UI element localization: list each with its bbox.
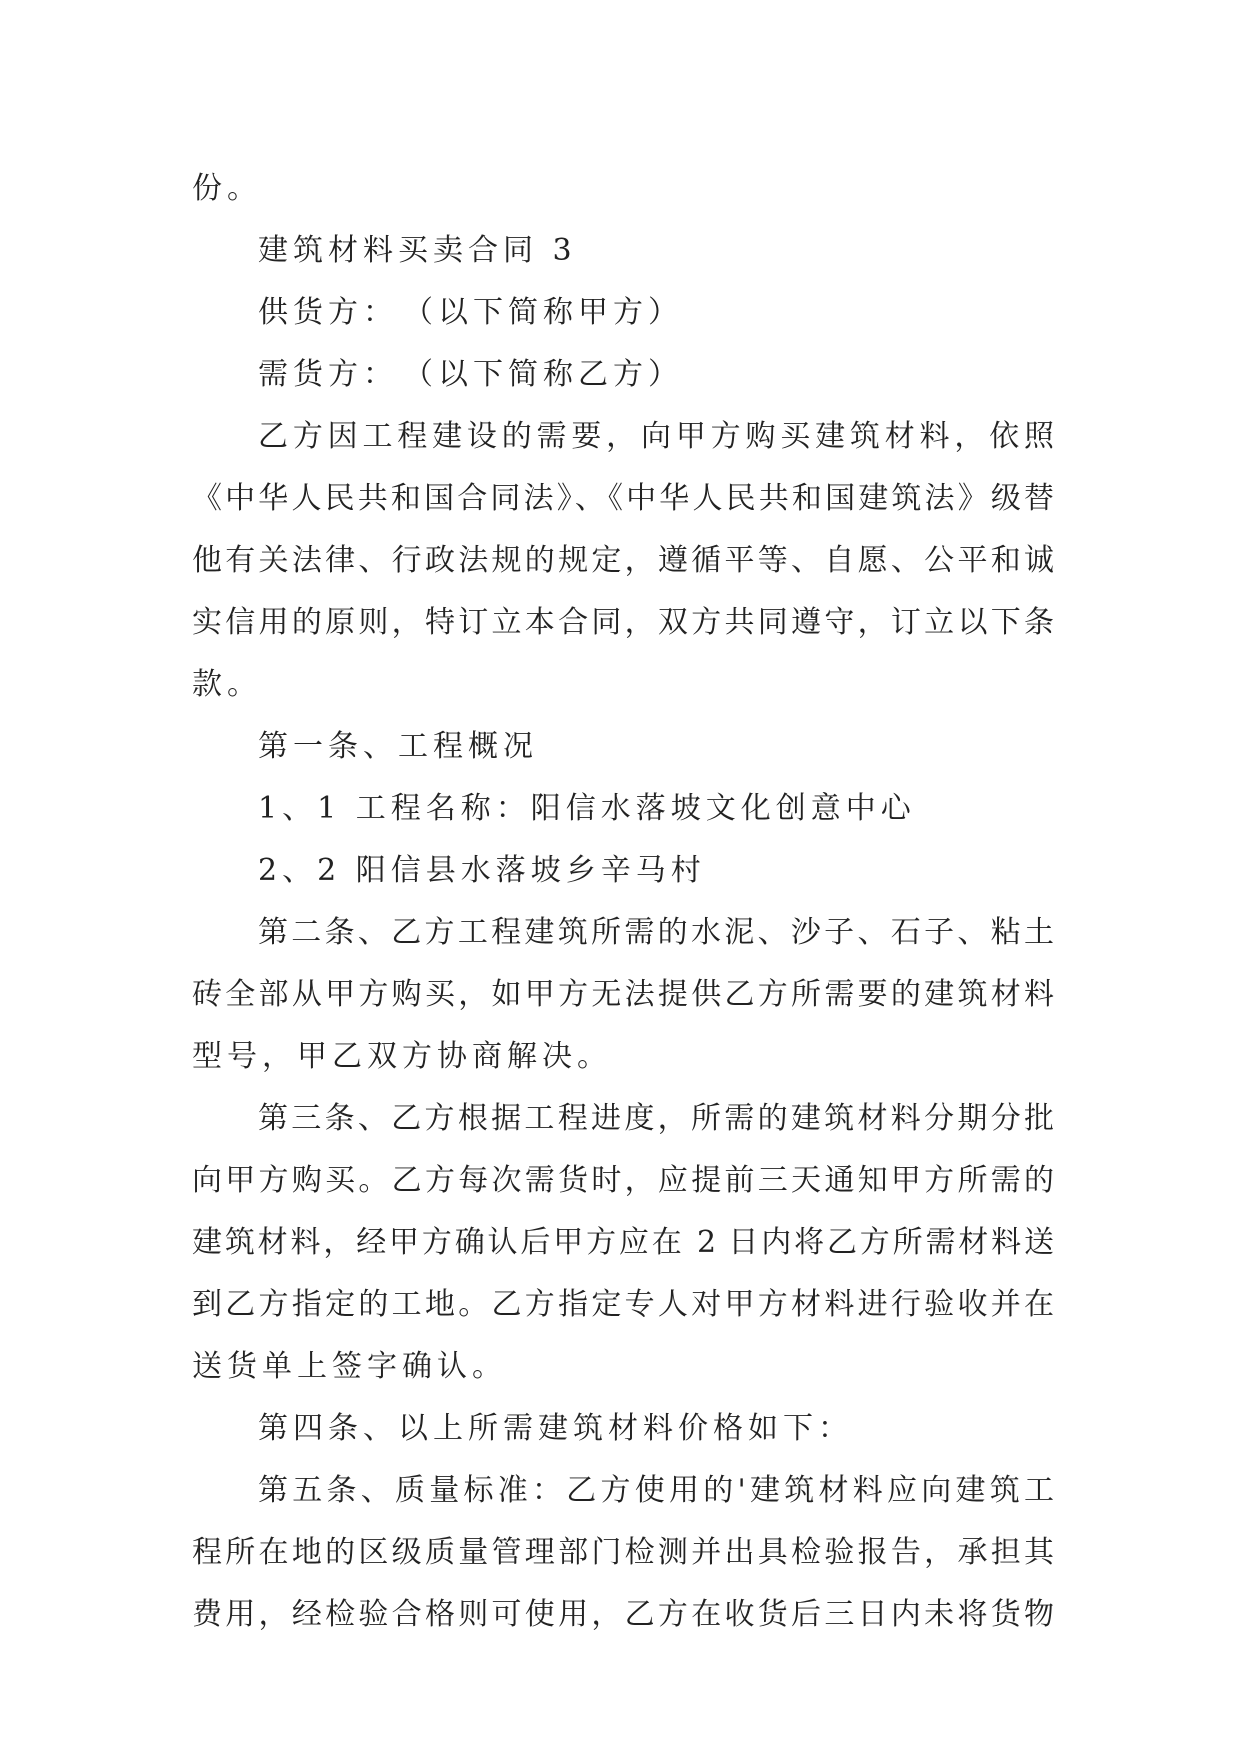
paragraph-line: 砖全部从甲方购买，如甲方无法提供乙方所需要的建筑材料 [192, 977, 1054, 1012]
paragraph-line: 2、2 阳信县水落坡乡辛马村 [258, 853, 706, 888]
paragraph-line: 第三条、乙方根据工程进度，所需的建筑材料分期分批 [258, 1101, 1054, 1136]
paragraph-line: 《中华人民共和国合同法》、《中华人民共和国建筑法》级替 [192, 481, 1054, 516]
paragraph-line: 份。 [192, 171, 262, 206]
paragraph-line: 送货单上签字确认。 [192, 1349, 507, 1384]
paragraph-line: 程所在地的区级质量管理部门检测并出具检验报告，承担其 [192, 1535, 1054, 1570]
paragraph-line: 建筑材料，经甲方确认后甲方应在 2 日内将乙方所需材料送 [192, 1225, 1054, 1260]
paragraph-line: 乙方因工程建设的需要，向甲方购买建筑材料，依照 [258, 419, 1054, 454]
contract-title: 建筑材料买卖合同 3 [258, 233, 577, 268]
buyer-line: 需货方： （以下简称乙方） [258, 357, 683, 392]
paragraph-line: 向甲方购买。乙方每次需货时，应提前三天通知甲方所需的 [192, 1163, 1054, 1198]
paragraph-line: 款。 [192, 667, 262, 702]
document-body [192, 158, 1054, 1646]
paragraph-line: 第二条、乙方工程建筑所需的水泥、沙子、石子、粘土 [258, 915, 1054, 950]
article-heading: 第一条、工程概况 [258, 729, 538, 764]
paragraph-line: 1、1 工程名称：阳信水落坡文化创意中心 [258, 791, 916, 826]
paragraph-line: 他有关法律、行政法规的规定，遵循平等、自愿、公平和诚 [192, 543, 1054, 578]
paragraph-line: 第四条、以上所需建筑材料价格如下： [258, 1411, 853, 1446]
paragraph-line: 到乙方指定的工地。乙方指定专人对甲方材料进行验收并在 [192, 1287, 1054, 1322]
paragraph-line: 第五条、质量标准：乙方使用的'建筑材料应向建筑工 [258, 1473, 1054, 1508]
paragraph-line: 实信用的原则，特订立本合同，双方共同遵守，订立以下条 [192, 605, 1054, 640]
paragraph-line: 型号，甲乙双方协商解决。 [192, 1039, 612, 1074]
supplier-line: 供货方： （以下简称甲方） [258, 295, 683, 330]
paragraph-line: 费用，经检验合格则可使用，乙方在收货后三日内未将货物 [192, 1597, 1054, 1632]
